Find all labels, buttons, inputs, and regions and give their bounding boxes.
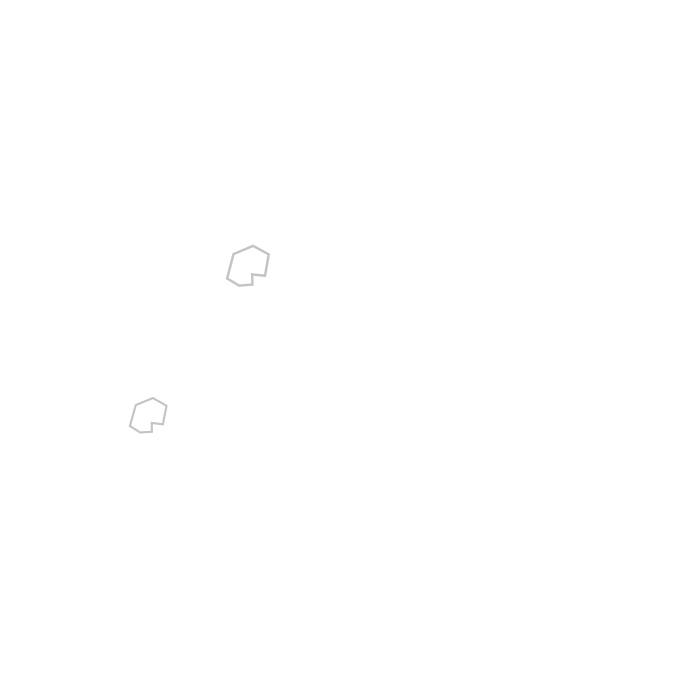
- sheet-3d-drawing: [0, 160, 700, 275]
- side-b-marker: [252, 322, 271, 341]
- front-profile-drawing: [0, 280, 700, 440]
- side-a-marker: [174, 377, 193, 396]
- roof-profile-drawing: [0, 430, 700, 600]
- side-r-marker: [196, 472, 215, 491]
